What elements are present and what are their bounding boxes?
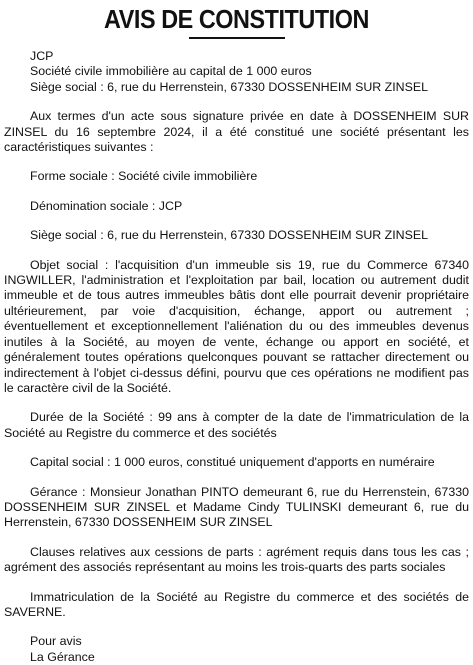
signature-block [4, 634, 469, 665]
forme-paragraph: Forme sociale : Société civile immobilière [30, 169, 258, 184]
company-address: Siège social : 6, rue du Herrenstein, 67330 DOSSENHEIM SUR ZINSEL [30, 79, 429, 94]
duree-paragraph: Durée de la Société : 99 ans à compter de la date de l'immatriculation de la Société au Registre du commerce et des sociétés [4, 410, 469, 440]
signature-line-2: La Gérance [30, 649, 95, 664]
legal-notice [0, 4, 473, 664]
objet-paragraph: Objet social : l'acquisition d'un immeuble sis 19, rue du Commerce 67340 INGWILLER, l'administration et l'exploitation par bail, location ou autrement dudit immeuble et de tous autres immeubles bâtis dont elle pourrait devenir propriétaire ultérieurement, par voie d'acquisition, échange, apport ou autrement ; éventuellement et exceptionnellement l'aliénation du ou des immeubles devenus inutiles à la Société, au moyen de vente, échange ou apport en société, et généralement toutes opérations quelconques pouvant se rattacher directement ou indirectement à l'objet ci-dessus défini, pourvu que ces opérations ne modifient pas le caractère civil de la Société. [4, 257, 469, 395]
notice-title: AVIS DE CONSTITUTION [104, 4, 369, 34]
capital-paragraph: Capital social : 1 000 euros, constitué uniquement d'apports en numéraire [30, 455, 435, 470]
gerance-paragraph: Gérance : Monsieur Jonathan PINTO demeurant 6, rue du Herrenstein, 67330 DOSSENHEIM SUR ZINSEL et Madame Cindy TULINSKI demeurant 6, rue du Herrenstein, 67330 DOSSENHEIM SUR ZINSEL [4, 484, 469, 530]
intro-paragraph: Aux termes d'un acte sous signature privée en date à DOSSENHEIM SUR ZINSEL du 16 septembre 2024, il a été constitué une société présentant les caractéristiques suivantes : [4, 109, 469, 155]
notice-body [4, 49, 469, 665]
company-type-capital: Société civile immobilière au capital de 1 000 euros [30, 64, 312, 79]
title-underline [189, 37, 285, 39]
company-header [4, 49, 469, 95]
immatriculation-paragraph: Immatriculation de la Société au Registre du commerce et des sociétés de SAVERNE. [4, 589, 469, 619]
denomination-paragraph: Dénomination sociale : JCP [30, 198, 183, 213]
clauses-paragraph: Clauses relatives aux cessions de parts : agrément requis dans tous les cas ; agrément des associés représentant au moins les trois-quarts des parts sociales [4, 544, 469, 575]
siege-paragraph: Siège social : 6, rue du Herrenstein, 67330 DOSSENHEIM SUR ZINSEL [30, 228, 429, 243]
signature-line-1: Pour avis [30, 634, 82, 649]
company-name: JCP [30, 49, 54, 63]
